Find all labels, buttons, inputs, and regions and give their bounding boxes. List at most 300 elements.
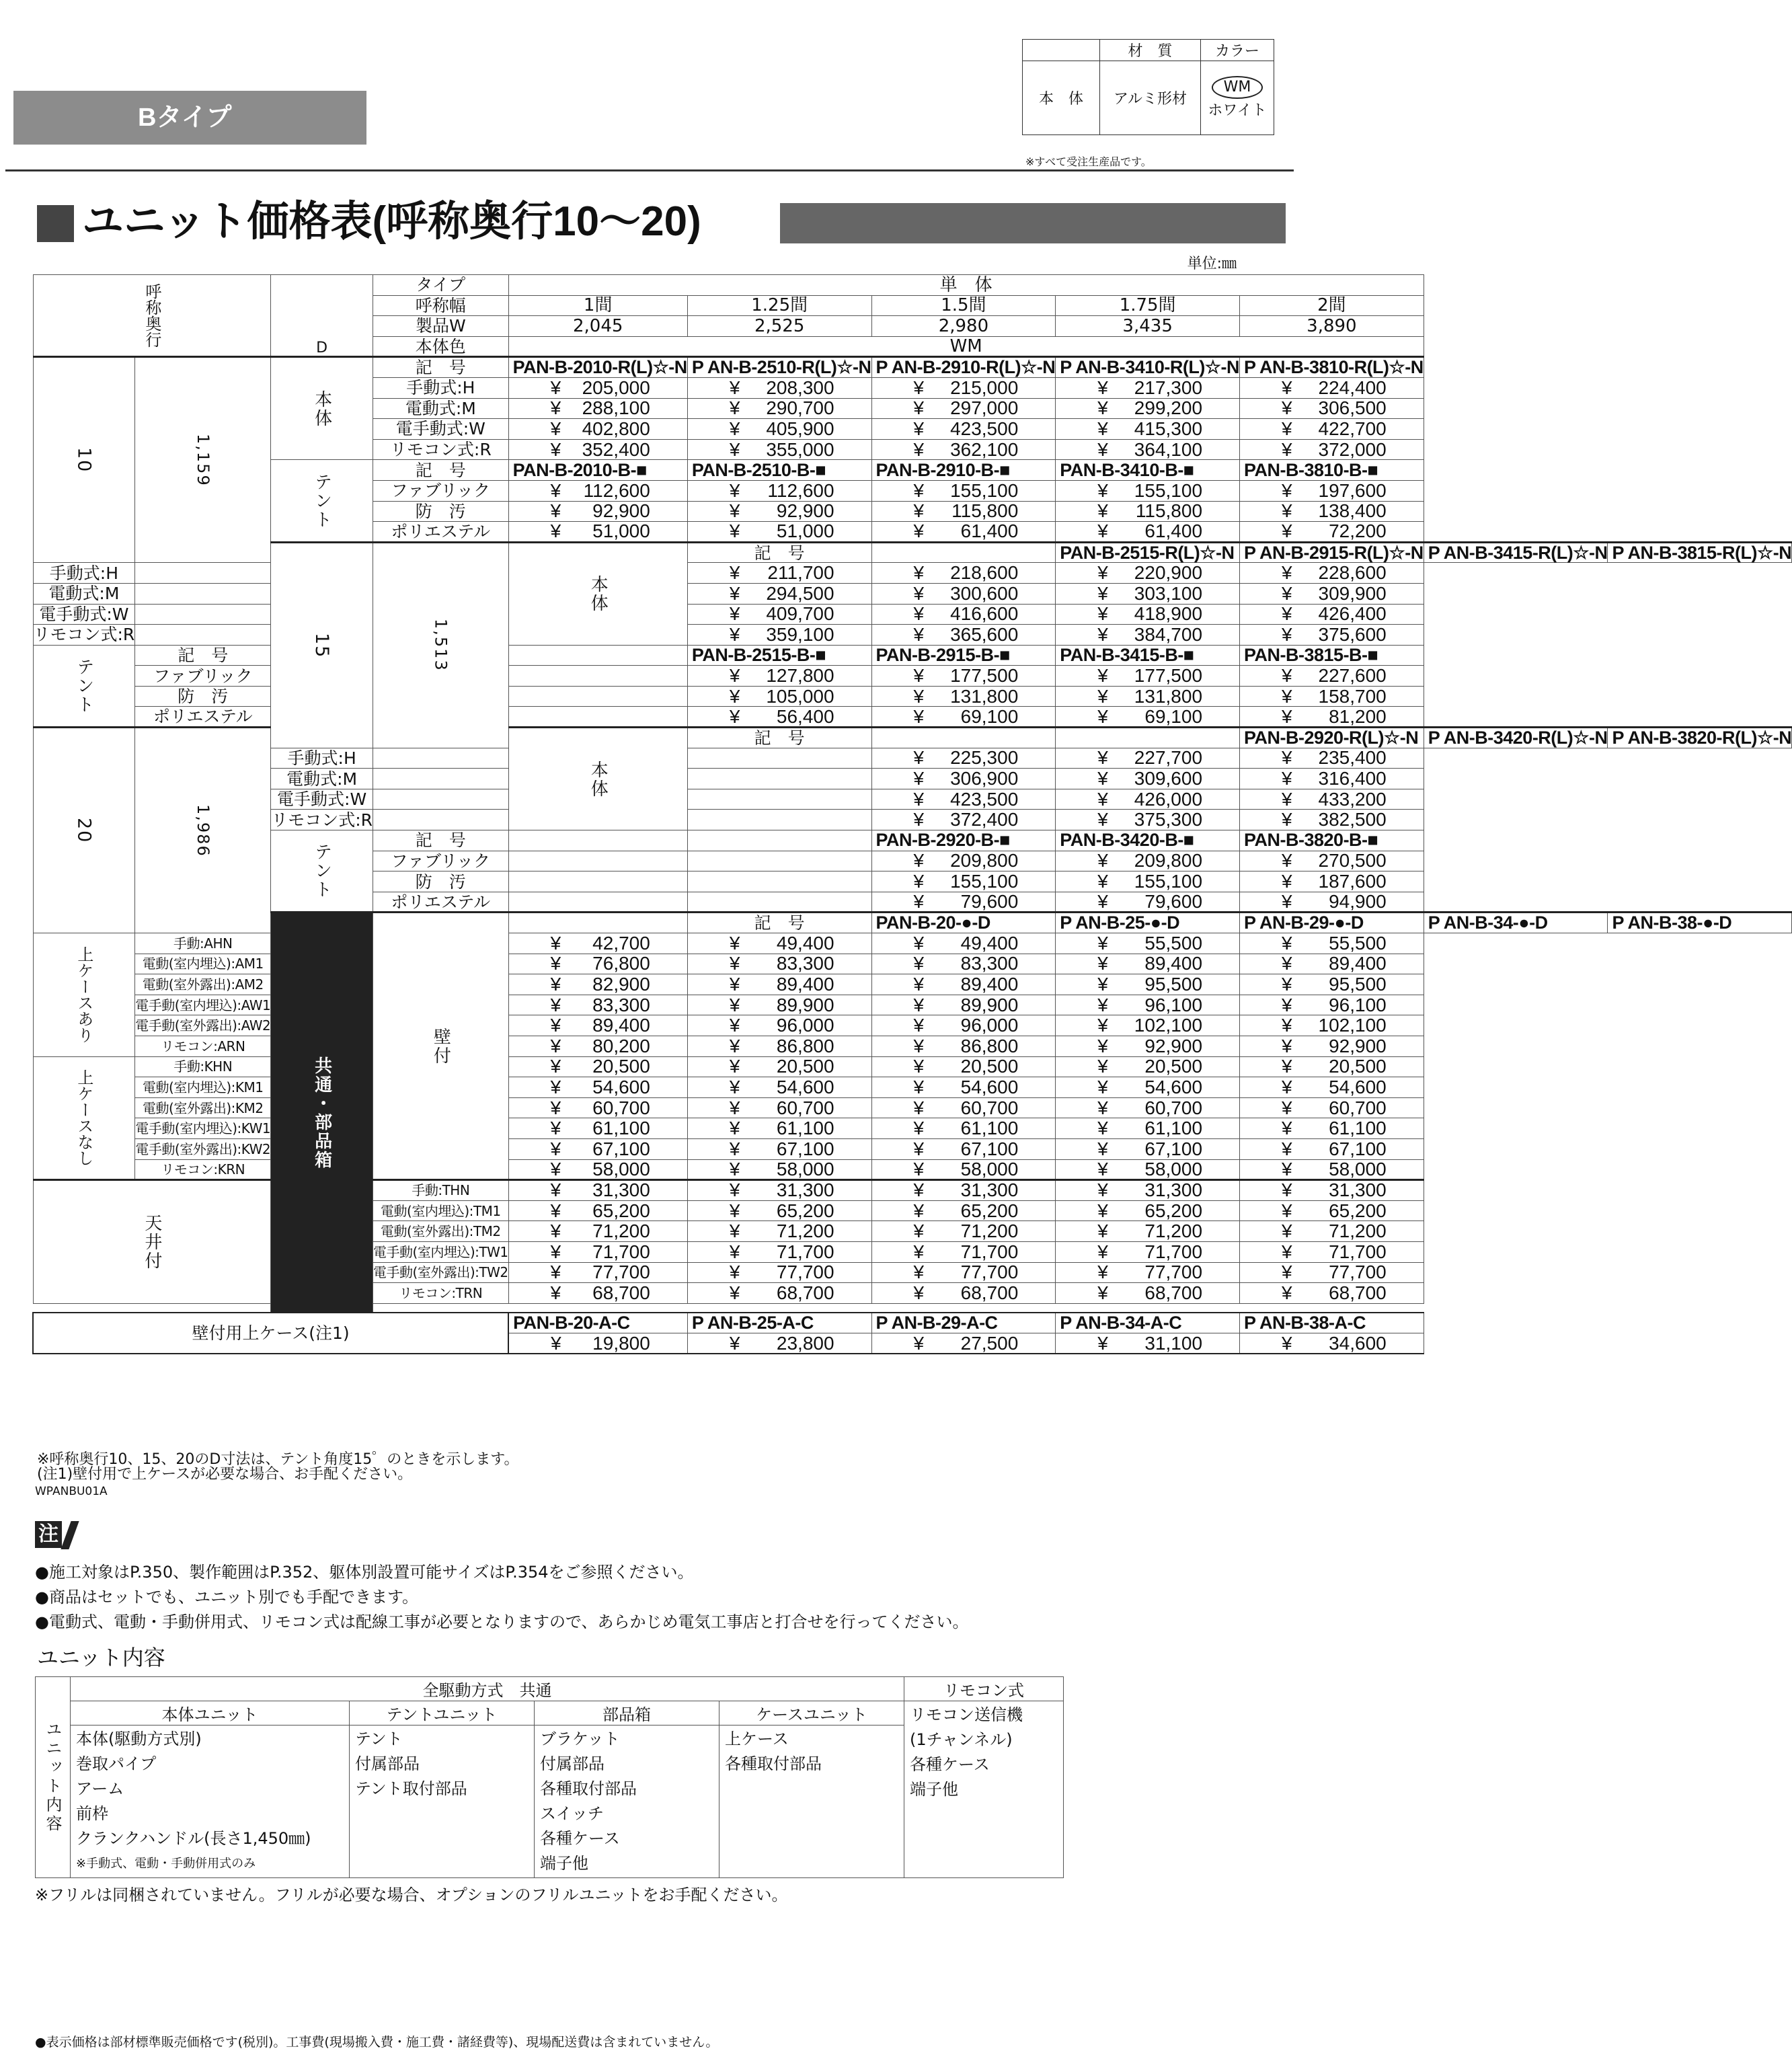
price-cell: ¥ 61,100 — [508, 1118, 687, 1139]
price-cell: ¥ 426,400 — [1240, 604, 1424, 625]
width-cell: 1間 — [508, 295, 687, 316]
code-label: 記 号 — [373, 830, 509, 851]
body-code: P AN-B-3410-R(L)☆-N — [1056, 357, 1240, 378]
drive-label: リモコン:ARN — [135, 1036, 271, 1056]
price-cell: ¥ 77,700 — [508, 1262, 687, 1283]
price-cell: ¥ 58,000 — [508, 1159, 687, 1180]
slash-icon — [61, 1521, 79, 1549]
price-cell: ¥ 54,600 — [871, 1077, 1056, 1098]
code-label: 記 号 — [135, 645, 271, 666]
price-cell: ¥ 155,100 — [1056, 480, 1240, 501]
price-cell: ¥ 300,600 — [871, 583, 1056, 604]
title-bar — [780, 203, 1286, 243]
price-cell: ¥ 54,600 — [508, 1077, 687, 1098]
price-cell: ¥ 65,200 — [1240, 1200, 1424, 1221]
price-cell — [687, 892, 871, 913]
price-cell: ¥ 68,700 — [1240, 1283, 1424, 1304]
width-header: 呼称幅 — [373, 295, 509, 316]
price-cell: ¥ 31,300 — [1056, 1180, 1240, 1201]
price-cell: ¥ 209,800 — [1056, 851, 1240, 871]
width-cell: 1.25間 — [687, 295, 871, 316]
note-heading — [35, 1521, 95, 1549]
price-cell: ¥ 71,200 — [871, 1221, 1056, 1242]
drive-label: 電動(室外露出):AM2 — [135, 974, 271, 995]
price-cell: ¥ 20,500 — [1056, 1056, 1240, 1077]
case-label: 上ケースなし — [33, 1056, 135, 1180]
title-marker — [37, 205, 74, 242]
price-cell: ¥ 31,300 — [508, 1180, 687, 1201]
price-cell: ¥ 92,900 — [1056, 1036, 1240, 1056]
price-cell — [687, 748, 871, 769]
price-cell: ¥ 72,200 — [1240, 522, 1424, 543]
price-cell: ¥ 138,400 — [1240, 501, 1424, 522]
price-cell: ¥ 34,600 — [1240, 1333, 1424, 1354]
price-cell: ¥ 415,300 — [1056, 419, 1240, 440]
list-item: スイッチ — [540, 1804, 605, 1823]
drive-label: 電手動(室内埋込):TW1 — [373, 1241, 509, 1262]
color-value: WM — [508, 336, 1424, 357]
price-cell: ¥ 61,100 — [1240, 1118, 1424, 1139]
price-cell: ¥ 94,900 — [1240, 892, 1424, 913]
price-cell: ¥ 27,500 — [871, 1333, 1056, 1354]
price-cell: ¥ 105,000 — [687, 686, 871, 707]
price-cell: ¥ 112,600 — [687, 480, 871, 501]
upper-case-code: PAN-B-20-A-C — [508, 1313, 687, 1333]
price-cell: ¥ 365,600 — [871, 625, 1056, 646]
drive-label: 電手動式:W — [33, 604, 135, 625]
common-code: P AN-B-38-●-D — [1608, 913, 1792, 933]
list-item: 各種ケース — [910, 1755, 990, 1774]
price-cell: ¥ 23,800 — [687, 1333, 871, 1354]
col-header: 本体ユニット — [71, 1701, 350, 1726]
price-cell — [508, 707, 687, 728]
price-cell: ¥ 77,700 — [687, 1262, 871, 1283]
drive-label: 手動:KHN — [135, 1056, 271, 1077]
price-cell: ¥ 418,900 — [1056, 604, 1240, 625]
fabric-label: ポリエステル — [373, 522, 509, 543]
price-cell: ¥ 131,800 — [1056, 686, 1240, 707]
price-cell — [373, 748, 509, 769]
price-cell — [373, 769, 509, 789]
price-cell: ¥ 309,900 — [1240, 583, 1424, 604]
section-title: ユニット価格表(呼称奥行10～20) — [82, 198, 701, 245]
price-cell: ¥ 54,600 — [1240, 1077, 1424, 1098]
price-cell: ¥ 316,400 — [1240, 769, 1424, 789]
fabric-label: ポリエステル — [373, 892, 509, 913]
price-cell: ¥ 77,700 — [1240, 1262, 1424, 1283]
drive-label: 手動:THN — [373, 1180, 509, 1201]
divider — [5, 169, 1294, 171]
tent-code: PAN-B-2010-B-■ — [508, 460, 687, 481]
notes — [35, 1560, 968, 1635]
price-cell: ¥ 375,600 — [1240, 625, 1424, 646]
price-cell: ¥ 433,200 — [1240, 789, 1424, 810]
note-item: ●商品はセットでも、ユニット別でも手配できます。 — [35, 1588, 419, 1606]
drive-label: 電手動式:W — [271, 789, 373, 810]
price-cell: ¥ 112,600 — [508, 480, 687, 501]
price-cell: ¥ 155,100 — [871, 480, 1056, 501]
price-cell: ¥ 359,100 — [687, 625, 871, 646]
unit-content-table — [35, 1676, 1064, 1878]
product-w-cell: 2,980 — [871, 316, 1056, 337]
price-cell: ¥ 382,500 — [1240, 810, 1424, 830]
price-cell: ¥ 83,300 — [687, 954, 871, 974]
price-cell: ¥ 227,600 — [1240, 666, 1424, 687]
price-cell: ¥ 227,700 — [1056, 748, 1240, 769]
price-cell: ¥ 71,700 — [1056, 1241, 1240, 1262]
body-label: 本体 — [271, 357, 373, 460]
price-cell: ¥ 89,900 — [687, 995, 871, 1015]
price-cell: ¥ 187,600 — [1240, 871, 1424, 892]
price-cell: ¥ 89,400 — [871, 974, 1056, 995]
price-cell — [687, 851, 871, 871]
note-item: ●施工対象はP.350、製作範囲はP.352、躯体別設置可能サイズはP.354をご参照ください。 — [35, 1563, 694, 1582]
drive-label: リモコン:TRN — [373, 1283, 509, 1304]
table-row — [33, 542, 1792, 563]
price-cell: ¥ 61,100 — [1056, 1118, 1240, 1139]
color-name: ホワイト — [1208, 102, 1267, 119]
price-cell: ¥ 86,800 — [871, 1036, 1056, 1056]
price-cell: ¥ 71,700 — [1240, 1241, 1424, 1262]
price-cell: ¥ 71,200 — [508, 1221, 687, 1242]
fabric-label: 防 汚 — [373, 871, 509, 892]
price-cell: ¥ 197,600 — [1240, 480, 1424, 501]
drive-label: 電手動(室内埋込):AW1 — [135, 995, 271, 1015]
price-cell: ¥ 71,200 — [687, 1221, 871, 1242]
table-row — [33, 1313, 1792, 1333]
color-header: カラー — [1201, 40, 1274, 61]
price-cell: ¥ 290,700 — [687, 398, 871, 419]
price-cell: ¥ 81,200 — [1240, 707, 1424, 728]
price-cell: ¥ 92,900 — [687, 501, 871, 522]
body-label: 本体 — [508, 542, 687, 645]
price-cell: ¥ 65,200 — [1056, 1200, 1240, 1221]
price-cell: ¥ 426,000 — [1056, 789, 1240, 810]
body-code: P AN-B-2915-R(L)☆-N — [1240, 542, 1424, 563]
body-code: P AN-B-2910-R(L)☆-N — [871, 357, 1056, 378]
material-header: 材 質 — [1100, 40, 1201, 61]
price-cell — [135, 583, 271, 604]
side-label: ユニット内容 — [36, 1677, 71, 1878]
price-cell — [508, 892, 687, 913]
price-cell: ¥ 31,300 — [687, 1180, 871, 1201]
drive-label: 電動(室外露出):KM2 — [135, 1097, 271, 1118]
price-cell: ¥ 155,100 — [1056, 871, 1240, 892]
price-cell — [135, 625, 271, 646]
price-cell: ¥ 102,100 — [1240, 1015, 1424, 1036]
color-code-badge: WM — [1212, 76, 1263, 99]
parts-list — [535, 1726, 719, 1878]
body-code: P AN-B-2510-R(L)☆-N — [687, 357, 871, 378]
ceiling-label: 天井付 — [33, 1180, 271, 1304]
price-cell: ¥ 102,100 — [1056, 1015, 1240, 1036]
remote-header: リモコン式 — [904, 1677, 1064, 1701]
price-cell: ¥ 20,500 — [508, 1056, 687, 1077]
drive-label: 電動(室外露出):TM2 — [373, 1221, 509, 1242]
upper-case-code: P AN-B-38-A-C — [1240, 1313, 1424, 1333]
row-label: 本 体 — [1023, 61, 1100, 135]
body-code — [871, 542, 1056, 563]
price-cell: ¥ 61,100 — [687, 1118, 871, 1139]
price-cell: ¥ 96,000 — [871, 1015, 1056, 1036]
tent-list — [350, 1726, 535, 1878]
price-cell: ¥ 55,500 — [1240, 933, 1424, 954]
type-value: 単 体 — [508, 275, 1424, 296]
product-w-cell: 2,045 — [508, 316, 687, 337]
price-cell: ¥ 67,100 — [508, 1138, 687, 1159]
drive-label: リモコン式:R — [271, 810, 373, 830]
price-cell: ¥ 77,700 — [871, 1262, 1056, 1283]
price-cell: ¥ 86,800 — [687, 1036, 871, 1056]
upper-case-code: P AN-B-34-A-C — [1056, 1313, 1240, 1333]
price-cell — [135, 604, 271, 625]
price-note: ●表示価格は部材標準販売価格です(税別)。工事費(現場搬入費・施工費・諸経費等)、現場配送費は含まれていません。 — [35, 2035, 719, 2050]
body-list — [71, 1726, 350, 1878]
body-code: PAN-B-2920-R(L)☆-N — [1240, 728, 1424, 748]
case-list — [719, 1726, 904, 1878]
drive-label: 電手動(室外露出):AW2 — [135, 1015, 271, 1036]
price-cell: ¥ 309,600 — [1056, 769, 1240, 789]
type-header: タイプ — [373, 275, 509, 296]
price-cell: ¥ 225,300 — [871, 748, 1056, 769]
price-cell: ¥ 71,700 — [871, 1241, 1056, 1262]
doc-code: WPANBU01A — [35, 1485, 108, 1498]
material-table — [1022, 39, 1274, 135]
price-cell — [508, 871, 687, 892]
list-item: ※手動式、電動・手動併用式のみ — [76, 1857, 256, 1871]
price-cell: ¥ 60,700 — [1240, 1097, 1424, 1118]
price-cell: ¥ 372,400 — [871, 810, 1056, 830]
drive-label: 電動(室内埋込):AM1 — [135, 954, 271, 974]
price-cell — [687, 871, 871, 892]
body-code: P AN-B-3420-R(L)☆-N — [1424, 728, 1608, 748]
price-cell: ¥ 384,700 — [1056, 625, 1240, 646]
depth-d: 1,986 — [135, 728, 271, 933]
list-item: 前枠 — [76, 1804, 108, 1823]
tent-code: PAN-B-2915-B-■ — [871, 645, 1056, 666]
tent-code: PAN-B-3815-B-■ — [1240, 645, 1424, 666]
body-code — [1056, 728, 1240, 748]
price-cell: ¥ 89,400 — [1240, 954, 1424, 974]
price-cell: ¥ 270,500 — [1240, 851, 1424, 871]
tent-code: PAN-B-2910-B-■ — [871, 460, 1056, 481]
tent-code: PAN-B-3415-B-■ — [1056, 645, 1240, 666]
price-cell: ¥ 205,000 — [508, 377, 687, 398]
tent-code — [508, 830, 687, 851]
price-cell — [373, 789, 509, 810]
price-cell: ¥ 77,700 — [1056, 1262, 1240, 1283]
price-cell: ¥ 82,900 — [508, 974, 687, 995]
drive-label: リモコン式:R — [373, 439, 509, 460]
common-code: P AN-B-29-●-D — [1240, 913, 1424, 933]
table-row — [33, 357, 1792, 378]
fabric-label: ファブリック — [373, 851, 509, 871]
list-item: 付属部品 — [540, 1754, 605, 1773]
color-cell — [1201, 61, 1274, 135]
tent-label: テント — [33, 645, 135, 727]
list-item: 各種取付部品 — [725, 1754, 822, 1773]
tent-code: PAN-B-2920-B-■ — [871, 830, 1056, 851]
fabric-label: ファブリック — [135, 666, 271, 687]
tent-code: PAN-B-3820-B-■ — [1240, 830, 1424, 851]
price-cell: ¥ 423,500 — [871, 789, 1056, 810]
drive-label: リモコン:KRN — [135, 1159, 271, 1180]
tent-code: PAN-B-3410-B-■ — [1056, 460, 1240, 481]
price-cell: ¥ 89,400 — [687, 974, 871, 995]
drive-label: リモコン式:R — [33, 625, 135, 645]
price-cell: ¥ 67,100 — [871, 1138, 1056, 1159]
common-code: P AN-B-34-●-D — [1424, 913, 1608, 933]
price-cell: ¥ 355,000 — [687, 439, 871, 460]
frill-note: ※フリルは同梱されていません。フリルが必要な場合、オプションのフリルユニットをお手配ください。 — [35, 1886, 788, 1904]
price-cell: ¥ 92,900 — [1240, 1036, 1424, 1056]
footnote: ※呼称奥行10、15、20のD寸法は、テント角度15゜のときを示します。 — [37, 1451, 519, 1468]
list-item: アーム — [76, 1779, 124, 1798]
remote-list — [904, 1701, 1064, 1878]
table-row — [33, 275, 1792, 296]
price-cell: ¥ 20,500 — [687, 1056, 871, 1077]
price-cell: ¥ 54,600 — [687, 1077, 871, 1098]
width-cell: 1.5間 — [871, 295, 1056, 316]
col-header: ケースユニット — [719, 1701, 904, 1726]
tent-code: PAN-B-2510-B-■ — [687, 460, 871, 481]
common-code: P AN-B-25-●-D — [1056, 913, 1240, 933]
price-cell: ¥ 215,000 — [871, 377, 1056, 398]
body-code: P AN-B-3810-R(L)☆-N — [1240, 357, 1424, 378]
spacer — [33, 1303, 1424, 1313]
list-item: 端子他 — [910, 1780, 958, 1799]
price-cell: ¥ 89,400 — [1056, 954, 1240, 974]
tent-code — [687, 830, 871, 851]
price-cell: ¥ 20,500 — [1240, 1056, 1424, 1077]
list-item: 巻取パイプ — [76, 1754, 157, 1773]
drive-label: 電動式:M — [33, 583, 135, 604]
price-cell: ¥ 67,100 — [1056, 1138, 1240, 1159]
price-cell: ¥ 409,700 — [687, 604, 871, 625]
price-cell: ¥ 69,100 — [1056, 707, 1240, 728]
price-cell — [508, 851, 687, 871]
price-cell — [508, 686, 687, 707]
type-label: Bタイプ — [13, 91, 366, 145]
price-cell: ¥ 208,300 — [687, 377, 871, 398]
fabric-label: 防 汚 — [373, 501, 509, 522]
price-cell: ¥ 71,200 — [1240, 1221, 1424, 1242]
price-cell: ¥ 58,000 — [687, 1159, 871, 1180]
price-cell: ¥ 61,400 — [871, 522, 1056, 543]
width-cell: 2間 — [1240, 295, 1424, 316]
price-cell: ¥ 364,100 — [1056, 439, 1240, 460]
price-cell: ¥ 218,600 — [871, 563, 1056, 584]
drive-label: 電手動(室内埋込):KW1 — [135, 1118, 271, 1139]
price-cell — [687, 810, 871, 830]
price-cell: ¥ 306,900 — [871, 769, 1056, 789]
price-cell: ¥ 54,600 — [1056, 1077, 1240, 1098]
price-cell: ¥ 95,500 — [1056, 974, 1240, 995]
price-cell: ¥ 31,100 — [1056, 1333, 1240, 1354]
price-cell: ¥ 56,400 — [687, 707, 871, 728]
price-cell: ¥ 209,800 — [871, 851, 1056, 871]
price-cell: ¥ 79,600 — [871, 892, 1056, 913]
list-item: 端子他 — [540, 1854, 588, 1873]
price-cell: ¥ 217,300 — [1056, 377, 1240, 398]
drive-label: 電手動式:W — [373, 419, 509, 440]
price-cell: ¥ 303,100 — [1056, 583, 1240, 604]
list-item: クランクハンドル(長さ1,450㎜) — [76, 1829, 311, 1848]
tent-code: PAN-B-3420-B-■ — [1056, 830, 1240, 851]
tent-code — [508, 645, 687, 666]
price-cell: ¥ 31,300 — [1240, 1180, 1424, 1201]
price-cell: ¥ 131,800 — [871, 686, 1056, 707]
price-cell: ¥ 299,200 — [1056, 398, 1240, 419]
price-cell: ¥ 49,400 — [687, 933, 871, 954]
common-header: 全駆動方式 共通 — [71, 1677, 904, 1701]
drive-label: 電動式:M — [271, 769, 373, 789]
price-cell: ¥ 127,800 — [687, 666, 871, 687]
price-cell: ¥ 220,900 — [1056, 563, 1240, 584]
list-item: テント取付部品 — [355, 1779, 467, 1798]
depth-name: 20 — [33, 728, 135, 933]
depth-header: 呼称奥行 — [33, 275, 271, 357]
list-item: (1チャンネル) — [910, 1730, 1013, 1749]
note-label: 注 — [35, 1521, 62, 1548]
list-item: テント — [355, 1730, 403, 1748]
note-item: ●電動式、電動・手動併用式、リモコン式は配線工事が必要となりますので、あらかじめ電気工事店と打合せを行ってください。 — [35, 1613, 969, 1631]
price-cell: ¥ 89,400 — [508, 1015, 687, 1036]
upper-case-label: 壁付用上ケース(注1) — [33, 1313, 508, 1354]
price-cell: ¥ 61,400 — [1056, 522, 1240, 543]
note-made-to-order: ※すべて受注生産品です。 — [1025, 155, 1152, 168]
unit-label: 単位:㎜ — [1187, 256, 1237, 272]
drive-label: 電手動(室外露出):KW2 — [135, 1138, 271, 1159]
price-cell — [687, 789, 871, 810]
price-cell: ¥ 65,200 — [508, 1200, 687, 1221]
price-cell: ¥ 58,000 — [1240, 1159, 1424, 1180]
table-row — [33, 810, 1792, 830]
price-cell: ¥ 71,700 — [508, 1241, 687, 1262]
price-cell: ¥ 115,800 — [1056, 501, 1240, 522]
price-cell: ¥ 68,700 — [687, 1283, 871, 1304]
depth-d: 1,159 — [135, 357, 271, 563]
price-cell: ¥ 402,800 — [508, 419, 687, 440]
price-cell: ¥ 60,700 — [871, 1097, 1056, 1118]
price-cell — [135, 563, 271, 584]
price-cell: ¥ 20,500 — [871, 1056, 1056, 1077]
drive-label: 電手動(室外露出):TW2 — [373, 1262, 509, 1283]
price-cell: ¥ 177,500 — [871, 666, 1056, 687]
price-cell: ¥ 352,400 — [508, 439, 687, 460]
table-row — [33, 830, 1792, 851]
price-cell: ¥ 89,900 — [871, 995, 1056, 1015]
list-item: 上ケース — [725, 1730, 789, 1748]
price-cell: ¥ 224,400 — [1240, 377, 1424, 398]
common-label: 共通・部品箱 — [271, 913, 373, 1313]
common-code: PAN-B-20-●-D — [871, 913, 1056, 933]
price-cell: ¥ 177,500 — [1056, 666, 1240, 687]
fabric-label: ファブリック — [373, 480, 509, 501]
table-row — [33, 1303, 1792, 1313]
table-row — [33, 460, 1792, 481]
price-cell: ¥ 375,300 — [1056, 810, 1240, 830]
price-cell — [373, 810, 509, 830]
price-cell: ¥ 71,200 — [1056, 1221, 1240, 1242]
price-cell: ¥ 96,100 — [1240, 995, 1424, 1015]
width-cell: 1.75間 — [1056, 295, 1240, 316]
depth-d: 1,513 — [373, 542, 509, 748]
price-cell: ¥ 96,100 — [1056, 995, 1240, 1015]
price-cell: ¥ 55,500 — [1056, 933, 1240, 954]
code-label: 記 号 — [373, 460, 509, 481]
wall-label: 壁付 — [373, 913, 509, 1180]
